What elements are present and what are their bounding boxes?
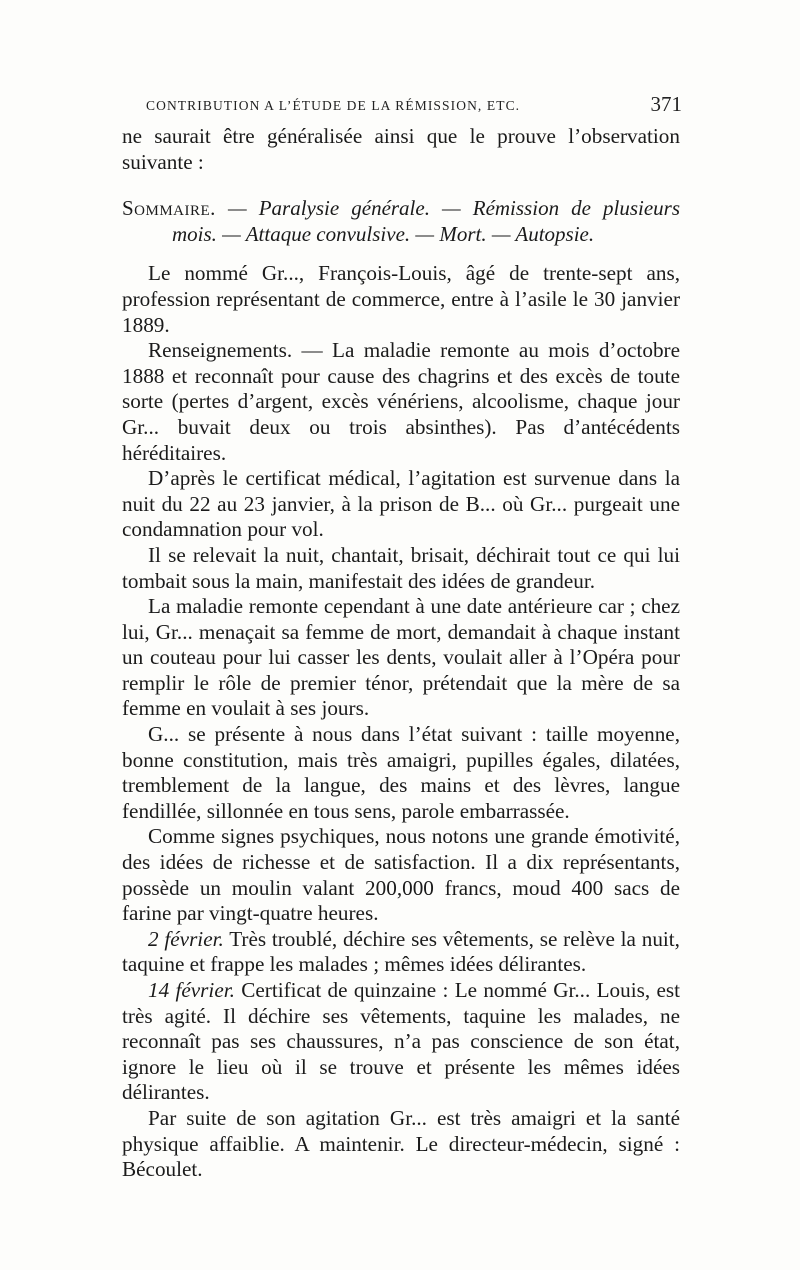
paragraph-anterieure: La maladie remonte cependant à une date antérieure car ; chez lui, Gr... menaçait sa femme de mort, demandait à chaque instant un couteau pour lui casser les dents, voulait aller à l’Opéra pour remplir le rôle de premier ténor, prétendait que la mère de sa femme en voulait à ses jours. — [122, 594, 680, 721]
date-14-fevrier: 14 février. — [148, 978, 235, 1002]
paragraph-2-fevrier — [122, 927, 680, 978]
body-text — [122, 124, 680, 1183]
text-2-fevrier: Très troublé, déchire ses vêtements, se relève la nuit, taquine et frappe les malades ; mêmes idées délirantes. — [122, 926, 680, 977]
paragraph-14-fevrier — [122, 978, 680, 1106]
paragraph-nuit: Il se relevait la nuit, chantait, brisait, déchirait tout ce qui lui tombait sous la main, manifestait des idées de grandeur. — [122, 542, 680, 593]
paragraph-intro: ne saurait être généralisée ainsi que le prouve l’observation suivante : — [122, 124, 680, 174]
running-title: CONTRIBUTION A L’ÉTUDE DE LA RÉMISSION, ETC. — [146, 98, 521, 113]
page-number: 371 — [650, 92, 682, 116]
paragraph-identity: Le nommé Gr..., François-Louis, âgé de trente-sept ans, profession représentant de commerce, entre à l’asile le 30 janvier 1889. — [122, 261, 680, 337]
date-2-fevrier: 2 février. — [148, 926, 224, 951]
summary-label: Sommaire. — [122, 196, 216, 221]
paragraph-renseignements: Renseignements. — La maladie remonte au mois d’octobre 1888 et reconnaît pour cause des chagrins et des excès de toute sorte (pertes d’argent, excès vénériens, alcoolisme, chaque jour Gr... buvait deux ou trois absinthes). Pas d’antécédents héréditaires. — [122, 338, 680, 465]
running-head — [146, 92, 682, 120]
text-14-fevrier: Certificat de quinzaine : Le nommé Gr... Louis, est très agité. Il déchire ses vêtements, taquine les malades, ne reconnaît pas ses chaussures, n’a pas conscience de son état, ignore le lieu où il se trouve et présente les mêmes idées délirantes. — [122, 978, 680, 1105]
paragraph-signes: Comme signes psychiques, nous notons une grande émotivité, des idées de richesse et de satisfaction. Il a dix représentants, possède un moulin valant 200,000 francs, moud 400 sacs de farine par vingt-quatre heures. — [122, 824, 680, 926]
summary — [122, 196, 680, 247]
paragraph-conclusion: Par suite de son agitation Gr... est très amaigri et la santé physique affaiblie. A maintenir. Le directeur-médecin, signé : Bécoulet. — [122, 1105, 680, 1182]
summary-text: — Paralysie générale. — Rémission de plusieurs mois. — Attaque convulsive. — Mort. — Autopsie. — [172, 196, 680, 246]
paragraph-etat: G... se présente à nous dans l’état suivant : taille moyenne, bonne constitution, mais très amaigri, pupilles égales, dilatées, tremblement de la langue, des mains et des lèvres, langue fendillée, sillonnée en tous sens, parole embarrassée. — [122, 722, 680, 823]
paragraph-certificat: D’après le certificat médical, l’agitation est survenue dans la nuit du 22 au 23 janvier, à la prison de B... où Gr... purgeait une condamnation pour vol. — [122, 466, 680, 542]
